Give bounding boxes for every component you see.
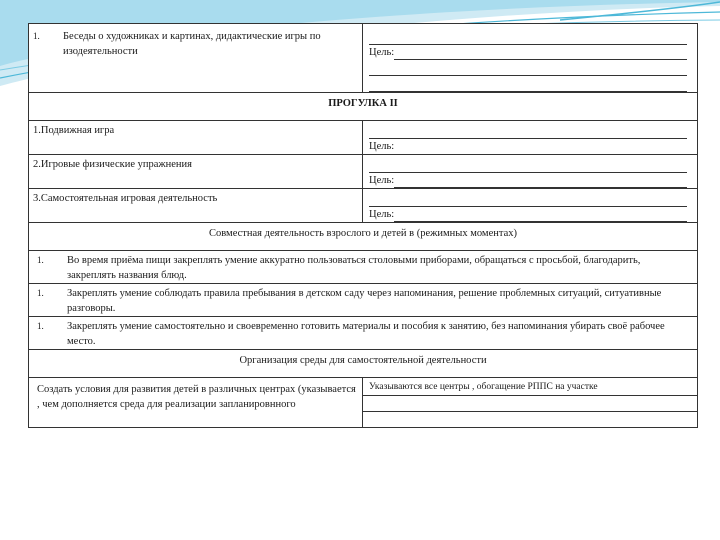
joint-item-3: Закреплять умение самостоятельно и своевременно готовить материалы и пособия к занятию, без напоминания убирать своё рабочее место. (67, 321, 665, 347)
joint-item-2: Закреплять умение соблюдать правила пребывания в детском саду через напоминания, решение проблемных ситуаций, ситуативные разговоры. (67, 288, 662, 314)
env-blank-line (363, 412, 697, 427)
activity-3: 3.Самостоятельная игровая деятельность (29, 189, 363, 223)
activity-1: 1.Подвижная игра (29, 121, 363, 155)
activity-row-2 (29, 155, 698, 189)
env-right (363, 378, 698, 428)
activity-1-notes (363, 121, 698, 155)
activity-row-3 (29, 189, 698, 223)
joint-title-row (29, 223, 698, 251)
env-right-text: Указываются все центры , обогащение РППС на участке (363, 380, 697, 396)
blank-line (369, 60, 687, 76)
blank-line (369, 29, 687, 45)
plan-table (28, 23, 698, 428)
blank-line (369, 76, 687, 92)
env-left-text: Создать условия для развития детей в различных центрах (указывается , чем дополняется среда для реализации запланировнного (37, 384, 356, 410)
goal-label: Цель: (369, 47, 395, 58)
talks-cell (29, 24, 363, 93)
joint-cell-1: 1. Во время приёма пищи закреплять умение аккуратно пользоваться столовыми приборами, обращаться с просьбой, благодарить, закреплять названия блюд. (29, 251, 698, 284)
env-left (29, 378, 363, 428)
joint-item-1: Во время приёма пищи закреплять умение аккуратно пользоваться столовыми приборами, обращаться с просьбой, благодарить, закреплять названия блюд. (67, 255, 641, 281)
talks-text: Беседы о художниках и картинах, дидактические игры по изодеятельности (63, 31, 321, 57)
env-row (29, 378, 698, 428)
env-title-row (29, 350, 698, 378)
joint-cell-2: 1. Закреплять умение соблюдать правила пребывания в детском саду через напоминания, решение проблемных ситуаций, ситуативные разговоры. (29, 284, 698, 317)
goal-label: Цель: (369, 175, 395, 186)
env-blank-line (363, 396, 697, 412)
goal-line (369, 45, 687, 60)
joint-title: Совместная деятельность взрослого и детей в (режимных моментах) (29, 223, 698, 251)
goal-label: Цель: (369, 141, 395, 152)
activity-2: 2.Игровые физические упражнения (29, 155, 363, 189)
joint-row-3 (29, 317, 698, 350)
activity-row-1 (29, 121, 698, 155)
talks-row (29, 24, 698, 93)
talks-num: 1. (33, 31, 40, 41)
goal-label: Цель: (369, 209, 395, 220)
activity-2-notes (363, 155, 698, 189)
joint-row-1 (29, 251, 698, 284)
walk-title: ПРОГУЛКА II (29, 93, 698, 121)
env-title: Организация среды для самостоятельной деятельности (29, 350, 698, 378)
talks-notes-cell (363, 24, 698, 93)
joint-cell-3: 1. Закреплять умение самостоятельно и своевременно готовить материалы и пособия к занятию, без напоминания убирать своё рабочее место. (29, 317, 698, 350)
joint-row-2 (29, 284, 698, 317)
activity-3-notes (363, 189, 698, 223)
walk-title-row (29, 93, 698, 121)
